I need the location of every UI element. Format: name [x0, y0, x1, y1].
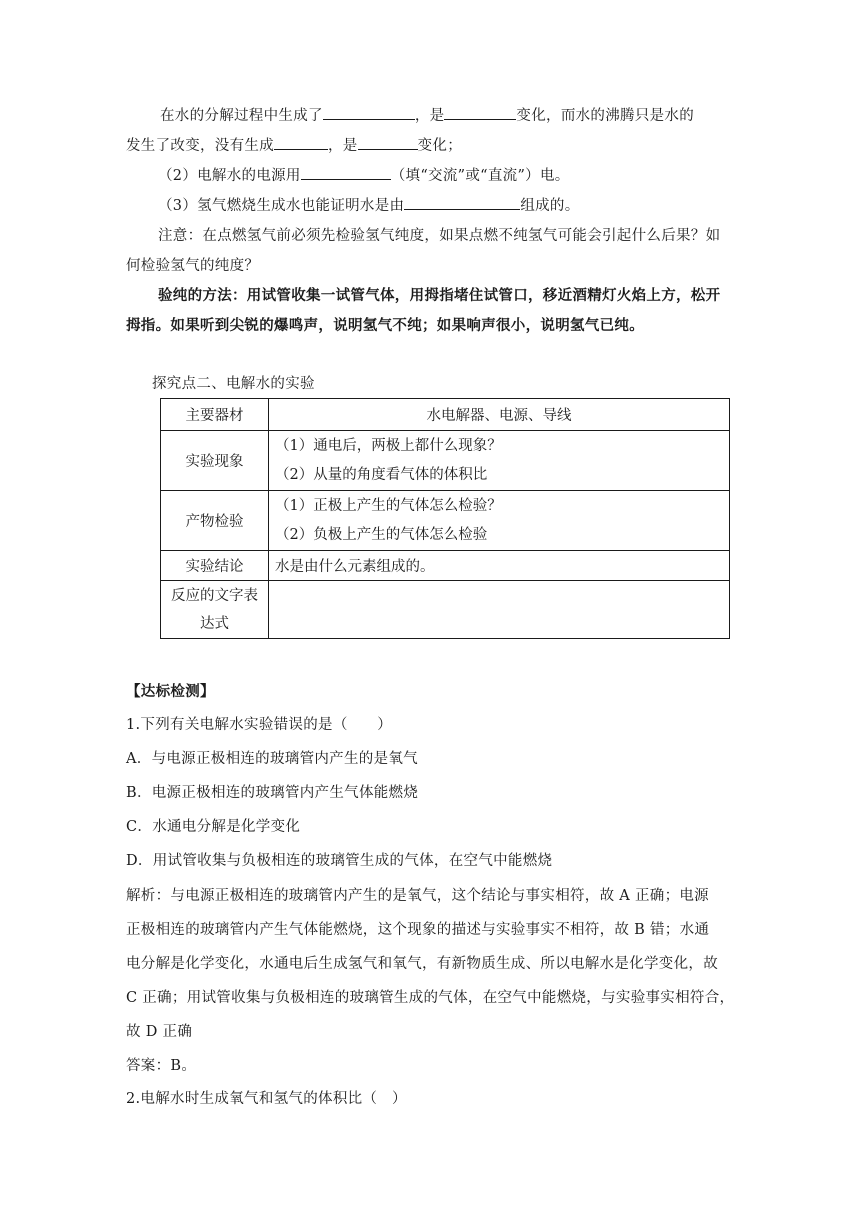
row-header: 产物检验 [161, 491, 269, 551]
experiment-table [160, 398, 730, 639]
q1-option-b: B．电源正极相连的玻璃管内产生气体能燃烧 [126, 785, 419, 801]
method-line-1: 验纯的方法：用试管收集一试管气体，用拇指堵住试管口，移近酒精灯火焰上方，松开 [158, 287, 721, 304]
method-line-2: 拇指。如果听到尖锐的爆鸣声，说明氢气不纯；如果响声很小，说明氢气已纯。 [126, 317, 644, 334]
row-header: 实验结论 [161, 551, 269, 581]
cell-text: （1）通电后，两极上都什么现象？ [275, 437, 502, 454]
table-row [161, 491, 730, 551]
cell-text: 水是由什么元素组成的。 [275, 559, 435, 575]
text: 在水的分解过程中生成了 [160, 108, 323, 124]
fill-blank[interactable] [323, 105, 415, 121]
text: 组成的。 [520, 198, 580, 214]
q1-answer: 答案：B。 [126, 1058, 197, 1074]
q1-option-c: C．水通电分解是化学变化 [126, 819, 301, 835]
q1-option-d: D．用试管收集与负极相连的玻璃管生成的气体，在空气中能燃烧 [126, 853, 553, 869]
text: 变化； [417, 138, 463, 154]
q1-analysis-line: C 正确；用试管收集与负极相连的玻璃管生成的气体，在空气中能燃烧，与实验事实相符合， [126, 990, 735, 1006]
q1-stem: 1.下列有关电解水实验错误的是（ ） [126, 717, 393, 733]
fill-blank[interactable] [274, 135, 328, 151]
row-header-line: 反应的文字表 [171, 587, 258, 604]
q1-analysis-line: 正极相连的玻璃管内产生气体能燃烧，这个现象的描述与实验事实不相符，故 B 错；水通 [126, 922, 710, 938]
table-row [161, 431, 730, 491]
row-content [269, 491, 730, 551]
table-row [161, 581, 730, 639]
row-header [161, 581, 269, 639]
text: （3）氢气燃烧生成水也能证明水是由 [158, 198, 405, 214]
fill-blank[interactable] [301, 165, 391, 181]
row-header: 主要器材 [161, 399, 269, 431]
cell-text: （2）负极上产生的气体怎么检验 [275, 526, 488, 543]
q1-analysis-line: 故 D 正确 [126, 1024, 193, 1040]
text: ，是 [414, 108, 445, 124]
check-title: 【达标检测】 [126, 683, 215, 700]
row-content [269, 431, 730, 491]
intro-line-2 [126, 134, 462, 155]
row-header-line: 达式 [200, 615, 229, 632]
intro-line-1 [160, 104, 694, 125]
fill-blank[interactable] [358, 135, 418, 151]
q1-option-a: A．与电源正极相连的玻璃管内产生的是氧气 [126, 751, 418, 767]
cell-text: （1）正极上产生的气体怎么检验？ [275, 497, 502, 514]
text: （填“交流”或“直流”）电。 [390, 168, 570, 184]
intro-line-6: 何检验氢气的纯度？ [126, 258, 260, 274]
intro-line-4 [158, 194, 580, 215]
cell-text: 水电解器、电源、导线 [426, 408, 572, 424]
text: （2）电解水的电源用 [158, 168, 301, 184]
q2-stem: 2.电解水时生成氧气和氢气的体积比（ ） [126, 1091, 407, 1107]
fill-blank[interactable] [444, 105, 516, 121]
text: 发生了改变，没有生成 [126, 138, 274, 154]
section-title: 探究点二、电解水的实验 [152, 376, 315, 392]
intro-line-3 [158, 164, 570, 185]
text: ，是 [328, 138, 358, 154]
cell-text: （2）从量的角度看气体的体积比 [275, 466, 488, 483]
q1-analysis-line: 解析：与电源正极相连的玻璃管内产生的是氧气，这个结论与事实相符，故 A 正确；电源 [126, 888, 709, 904]
text: 变化，而水的沸腾只是水的 [516, 108, 695, 124]
table-row [161, 399, 730, 431]
intro-line-5: 注意：在点燃氢气前必须先检验氢气纯度，如果点燃不纯氢气可能会引起什么后果？如 [158, 228, 721, 244]
fill-blank[interactable] [404, 195, 520, 211]
row-content-empty[interactable] [269, 581, 730, 639]
row-header: 实验现象 [161, 431, 269, 491]
row-content [269, 551, 730, 581]
q1-analysis-line: 电分解是化学变化，水通电后生成氢气和氧气，有新物质生成、所以电解水是化学变化，故 [126, 956, 718, 972]
table-row [161, 551, 730, 581]
row-content [269, 399, 730, 431]
